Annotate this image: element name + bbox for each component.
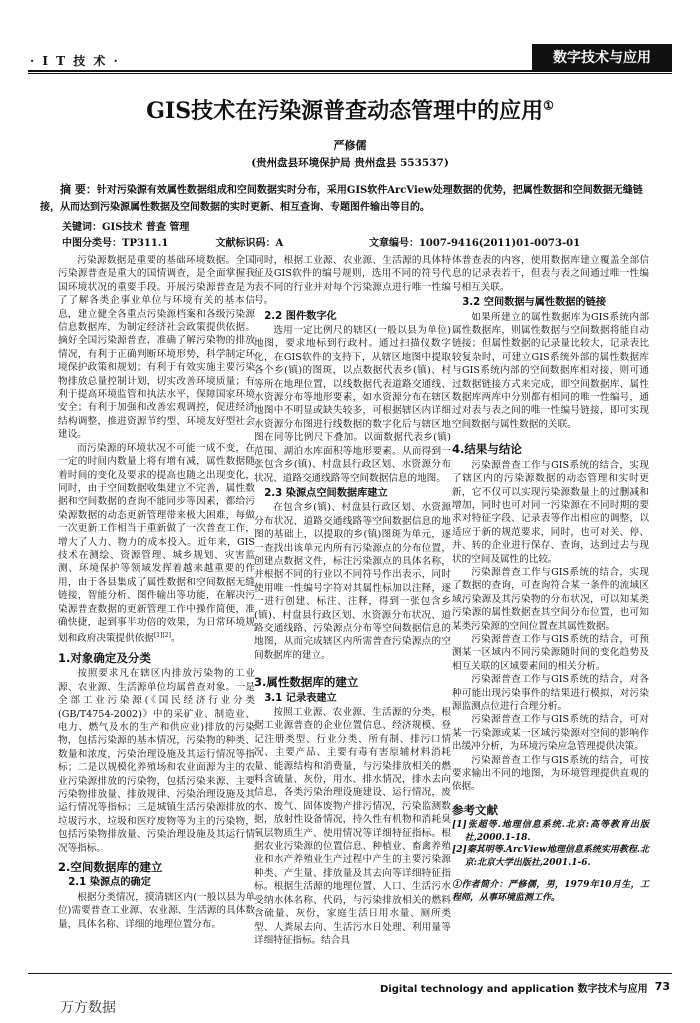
reference-item: [1]张超等.地理信息系统.北京:高等教育出版社,2000.1-18. xyxy=(452,820,649,843)
paragraph: 污染源数据是重要的基础环境数据。全国污染源普查是重大的国情调查，是全面掌握我国环境状况的重要手段。开展污染源普查是为了了解各类企事业单位与环境有关的基本信息，建立健全各重点污染源档案和各级污染源信息数据库，为制定经济社会政策提供依据。摘好全国污染源普查，准确了解污染物的排放情况，有利于正确判断环境形势，科学制定环境保护政策和规划；有利于有效实施主要污染物排放总量控制计划，切实改善环境质量；有利于提高环境监管和执法水平，保障国家环境安全；有利于加强和改善宏观调控，促进经济结构调整，推进资源节约型、环境友好型社会建设。 xyxy=(58,255,255,441)
section-heading: 4.结果与结论 xyxy=(452,442,522,457)
paragraph: 如果所建立的属性数据库为GIS系统内部属性数据库，则属性数据与空间数据将能自动链接；但属性数据的记录量比较大，记录表比较复杂时，可建立GIS系统外部的属性数据库与GIS系统内部的空间数据库相对接，则可通过数据链接方式来完成，即空间数据库、属性数据库两库中分别都有相同的唯一性编号，通过对表与表之间的唯一性编号链接，即可实现空间数据与属性数据的关联。 xyxy=(452,311,649,430)
footer-journal: Digital technology and application 数字技术与应用 xyxy=(380,984,648,995)
subsection-heading: 2.1 染源点的确定 xyxy=(68,877,151,889)
author-affiliation: (贵州盘县环境保护局 贵州盘县 553537) xyxy=(251,157,449,169)
clc-number: 中图分类号：TP311.1 xyxy=(62,238,169,249)
references-heading: 参考文献 xyxy=(452,802,498,817)
paragraph: 按照要求凡在辖区内排放污染物的工业源、农业源、生活源单位均属普查对象。一是全部工业污染源(《国民经济行业分类(GB/T4754-2002)》中的采矿业、制造业、电力、燃气及水的生产和供应业)排放的污染物，包括污染源的基本情况，污染物的种类、数量和浓度，污染治理设施及其运行情况等指标；二是以规模化养殖场和农业面源为主的农业污染源排放的污染物，包括污染来源、主要污染物排放量、排放规律、污染治理设施及其运行情况等指标；三是城镇生活污染源排放的垃圾污水、垃圾和医疗废物等为主的污染物，包括污染物排放量、污染治理设施及其运行情况等指标。 xyxy=(58,668,255,854)
paragraph: 污染源普查工作与GIS系统的结合，实现了数据的查询，可查询符合某一条件的流域区域污染源及其污染物的分布状况，可以知某类污染源的属性数据查其空间分布位置，也可知某类污染源的空间位置查其属性数据。 xyxy=(452,566,649,632)
paragraph: 污染源普查工作与GIS系统的结合，实现了辖区内的污染源数据的动态管理和实时更新，它不仅可以实现污染源数量上的过删减和增加，同时也可对同一污染源在不同时期的要求对特征字段、记录表等作出相应的调整，以适应于新的规范要求，同时，也可对关、停、并、转的企业进行保存、查询，达到过去与现状的空间及属性的比较。 xyxy=(452,459,649,565)
article-number: 文章编号：1007-9416(2011)01-0073-01 xyxy=(368,238,581,249)
footer xyxy=(380,980,670,995)
keywords: 关键词：GIS技术 普查 管理 xyxy=(62,222,190,233)
citation: [1][2] xyxy=(153,632,171,640)
watermark: 万方数据 xyxy=(60,1000,116,1016)
abstract xyxy=(40,181,660,216)
abstract-label: 摘 要： xyxy=(60,183,97,196)
paragraph: 污染源普查工作与GIS系统的结合，可按要求输出不同的地图，为环境管理提供直观的依据。 xyxy=(452,754,649,793)
subsection-heading: 2.2 图件数字化 xyxy=(264,310,337,322)
footer-rule xyxy=(28,973,672,974)
paragraph: 在包含乡(镇)、村盘县行政区划、水资源分布状况、道路交通线路等空间数据信息的地图的基础上，以提取的乡(镇)图斑为单元，逐一查找出该单元内所有污染源点的分布位置，创建点数据文件，标注污染源点的具体名称，并根据不同的行业以不同符号作出表示，同时使用唯一性编号字符对其属性标加以注释，逐一进行创建、标注、注释，得到一张包含乡(镇)、村盘县行政区划、水资源分布状况、道路交通线路、污染源点分布等空间数据信息的地图，从而完成辖区内所需普查污染源点的空间数据库的建立。 xyxy=(254,502,451,661)
abstract-text: 针对污染源有效属性数据组成和空间数据实时分布，采用GIS软件ArcView处理数据的优势，把属性数据和空间数据无缝链接，从而达到污染源属性数据及空间数据的实时更新、相互查询、专题图件输出等目的。 xyxy=(40,185,643,213)
paragraph: 选用一定比例尺的辖区(一般以县为单位)地图，要求地标到行政村。通过扫描仪数字化，在GIS软件的支持下，从辖区地图中提取各个乡(镇)的图斑，以点数据代表乡(镇)、村等所在地理位置，以线数据代表道路交通线、水资源分布等地形要素，如水资源分布在辖区地图中不明显或缺失较多，可根据辖区内详细水资源分布图进行线数据的数字化后与辖区地图在同等比例尺下叠加。以面数据代表乡(镇)范围、湖泊水库面积等地形要素。从而得到一张包含乡(镇)、村盘县行政区划、水资源分布状况、道路交通线路等空间数据信息的地图。 xyxy=(254,325,451,484)
paragraph: 按照工业源、农业源、生活源的分类，根据工业源普查的企业位置信息、经济规模、登记注册类型、行业分类、所有制、排污口情况、主要产品、主要有毒有害原辅材料消耗量、能源结构和消费量，与污染排放相关的燃料含硫量、灰份，用水、排水情况，排水去向信息，各类污染治理设施建设、运行情况，废水、废气、固体废物产排污情况，污染监测数据，放射性设备情况，持久性有机物和消耗臭氧层物质生产、使用情况等详细特征指标。根据农业污染源的位置信息、种植业、畜禽养殖业和水产养殖业生产过程中产生的主要污染源种类、产生量、排放量及其去向等详细特征指标。根据生活源的地理位置、人口、生活污水受纳水体名称、代码，与污染排放相关的燃料含硫量、灰份，家庭生活日用水量、厕所类型、人粪尿去向、生活污水日处理、利用量等详细特征指标。结合具 xyxy=(254,707,451,946)
section-label: · I T 技 术 · xyxy=(30,54,120,68)
article-title: GIS技术在污染源普查动态管理中的应用① xyxy=(146,98,554,124)
section-heading: 2.空间数据库的建立 xyxy=(58,860,163,875)
reference-item: [2]秦其明等.ArcView地理信息系统实用教程.北京:北京大学出版社,2001.1-6. xyxy=(452,845,649,868)
classification-line xyxy=(62,234,622,249)
journal-banner: 数字技术与应用 xyxy=(532,44,672,70)
header-rule xyxy=(28,70,672,72)
paragraph: 根据分类情况，摸清辖区内(一般以县为单位)需要普查工业源、农业源、生活源的具体数量，具体名称、详细的地理位置分布。 xyxy=(58,891,255,930)
column-3 xyxy=(452,254,649,905)
section-heading: 1.对象确定及分类 xyxy=(58,650,151,665)
column-2 xyxy=(254,254,451,947)
subsection-heading: 3.1 记录表建立 xyxy=(264,692,337,704)
subsection-heading: 2.3 染源点空间数据库建立 xyxy=(264,487,388,499)
page-number: 73 xyxy=(654,980,670,993)
paragraph: 污染源普查工作与GIS系统的结合，对各种可能出现污染事件的结果进行模拟，对污染源监测点位进行合理分析。 xyxy=(452,674,649,712)
paragraph: 同时，根据工业源、农业源、生活源的具体特征及GIS软件的编号规则，选用不同的符号代表不同的行业并对每个污染源点进行唯一性编号。 xyxy=(254,255,451,307)
title-footnote-mark: ① xyxy=(543,98,554,113)
paragraph: 污染源普查工作与GIS系统的结合，可预测某一区域内不同污染源随时间的变化趋势及相互关联的区域要素间的相关分析。 xyxy=(452,633,649,672)
paragraph: 污染源普查工作与GIS系统的结合，可对某一污染源或某一区域污染源对空间的影响作出缓冲分析，为环境污染应急管理提供决策。 xyxy=(452,714,649,753)
paragraph: 而污染源的环境状况不可能一成不变，在一定的时间内数量上将有增有减，属性数据随着时间的变化及要求的提高也随之出现变化，同时，由于空间数据收集建立不完善，属性数据和空间数据的查询不能同步等因素，都给污染源数据的动态更新管理带来极大困难，每做一次更新工作相当于重新做了一次普查工作，增大了人力、物力的成本投入。近年来，GIS技术在测绘、资源管理、城乡规划、灾害监测、环境保护等领域发挥着越来越重要的作用，由于各县集成了属性数据和空间数据无缝链接，智能分析、图件输出等功能，在解决污染源普查数据的更新管理工作中操作简便，准确快捷，起到事半功倍的效果，为日常环境规划和政府决策提供依据[1][2]。 xyxy=(58,442,255,645)
author-note: ①作者简介：严修儒，男，1979年10月生，工程师，从事环境监测工作。 xyxy=(452,880,649,904)
section-heading: 3.属性数据库的建立 xyxy=(254,675,359,690)
document-code: 文献标识码：A xyxy=(215,238,284,249)
subsection-heading: 3.2 空间数据与属性数据的链接 xyxy=(462,297,607,309)
author-name: 严修儒 xyxy=(333,139,367,152)
paragraph: 体普查表的内容，使用数据库建立覆盖全部信息的记录表若干，但表与表之间通过唯一性编号相互关联。 xyxy=(452,255,649,293)
column-1 xyxy=(58,254,255,931)
header-rule-thin xyxy=(28,73,672,74)
